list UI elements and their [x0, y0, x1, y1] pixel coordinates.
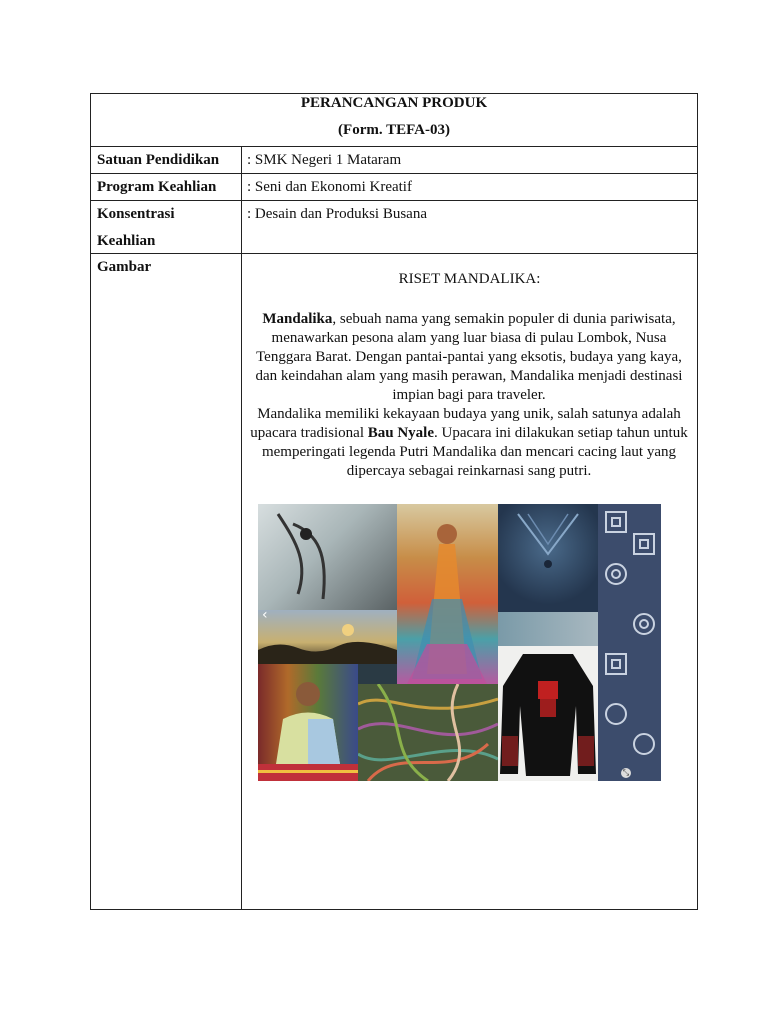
form-code: (Form. TEFA-03): [338, 122, 450, 138]
riset-paragraph-2: [247, 405, 691, 481]
p2-text-start: Mandalika memiliki kekayaan budaya yang unik, salah satunya adalah upacara tradisional: [250, 406, 681, 441]
blouse-embroidery: [498, 504, 598, 612]
label-konsentrasi-line1: Konsentrasi: [97, 206, 175, 222]
princess-illustration: [397, 504, 498, 684]
princess-figure: [397, 504, 498, 684]
value-program-keahlian: : Seni dan Ekonomi Kreatif: [247, 179, 412, 195]
chevron-left-icon[interactable]: ‹: [262, 607, 268, 623]
bold-mandalika: Mandalika: [262, 311, 333, 327]
product-design-form: [90, 93, 698, 910]
value-konsentrasi-keahlian: : Desain dan Produksi Busana: [247, 206, 427, 222]
jacket-shape: [498, 646, 598, 781]
silhouette-crowd: [258, 610, 397, 664]
row-satuan-pendidikan: [91, 147, 697, 174]
bold-bau-nyale: Bau Nyale: [367, 425, 435, 441]
black-jacket-photo: [498, 646, 598, 781]
mandalika-moodboard-collage: [258, 504, 661, 781]
form-title: PERANCANGAN PRODUK: [300, 95, 488, 111]
navy-embroidered-blouse-photo: [498, 504, 598, 612]
riset-paragraph-1: [247, 310, 691, 405]
form-header: [91, 94, 697, 147]
riset-text: [247, 310, 691, 481]
small-sea-tile: [498, 612, 598, 646]
row-program-keahlian: [91, 174, 697, 201]
p2-text-end: . Upacara ini dilakukan setiap tahun untuk memperingati legenda Putri Mandalika dan mencari cacing laut yang dipercaya sebagai reinkarnasi sang putri.: [261, 425, 688, 479]
label-program-keahlian: Program Keahlian: [97, 179, 217, 195]
label-satuan-pendidikan: Satuan Pendidikan: [97, 152, 220, 168]
row-konsentrasi-keahlian: [91, 201, 697, 254]
embroidery-motif: [258, 504, 397, 610]
label-konsentrasi-line2: Keahlian: [97, 233, 156, 249]
label-gambar: Gambar: [97, 259, 152, 275]
expand-icon[interactable]: ⤡: [622, 768, 630, 777]
embroidered-fabric-photo: [258, 504, 397, 610]
worm-tangle: [358, 684, 498, 781]
sea-worms-photo: [358, 684, 498, 781]
riset-title: RISET MANDALIKA:: [398, 271, 541, 287]
batik-spirals: [598, 504, 661, 781]
weaver-figure: [258, 664, 358, 781]
value-satuan-pendidikan: : SMK Negeri 1 Mataram: [247, 152, 402, 168]
weaver-portrait-photo: [258, 664, 358, 781]
batik-pattern-photo: [598, 504, 661, 781]
p1-text: , sebuah nama yang semakin populer di dunia pariwisata, menawarkan pesona alam yang luar biasa di pulau Lombok, Nusa Tenggara Barat. Dengan pantai-pantai yang eksotis, budaya yang kaya, dan keindahan alam yang masih perawan, Mandalika menjadi destinasi impian bagi para traveler.: [255, 311, 683, 403]
sunset-festival-photo: [258, 610, 397, 664]
